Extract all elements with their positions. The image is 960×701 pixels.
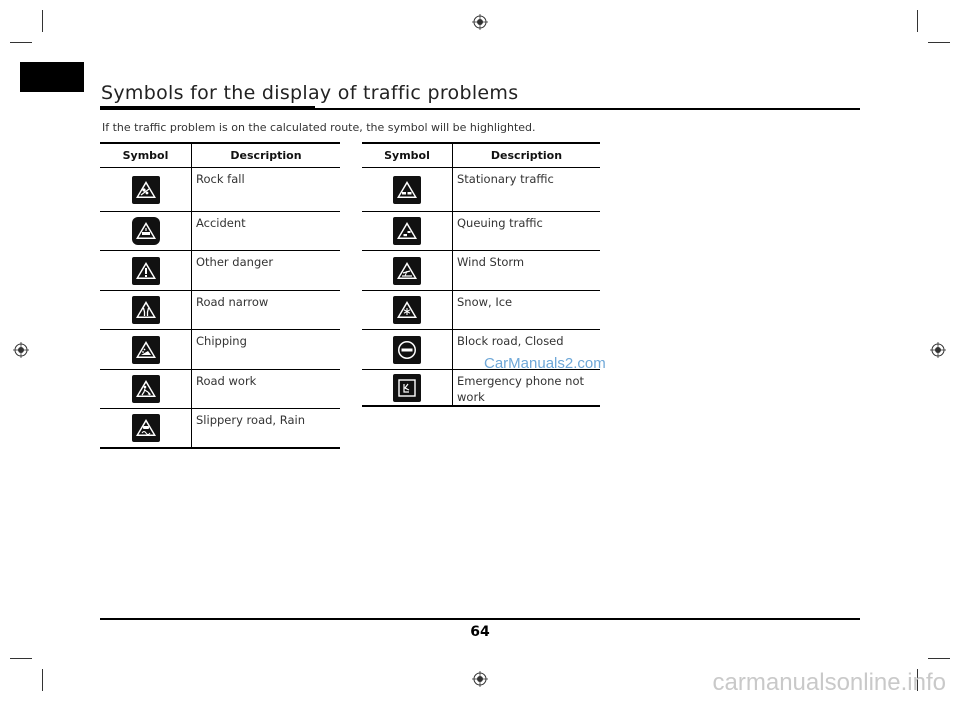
crop-mark xyxy=(928,42,950,43)
symbol-cell xyxy=(362,330,453,370)
table-row xyxy=(362,370,600,407)
description-cell: Road narrow xyxy=(192,291,341,330)
table-row xyxy=(100,212,340,251)
crop-mark xyxy=(42,669,43,691)
symbol-cell xyxy=(362,168,453,212)
table-row xyxy=(100,291,340,330)
symbol-cell xyxy=(100,168,192,212)
description-header: Description xyxy=(192,143,341,168)
table-row xyxy=(100,409,340,448)
symbol-cell xyxy=(362,251,453,291)
rock-fall-icon xyxy=(132,176,160,204)
page-number: 64 xyxy=(470,624,490,640)
table-row xyxy=(362,251,600,291)
symbol-cell xyxy=(100,251,192,291)
symbol-cell xyxy=(100,291,192,330)
symbol-header: Symbol xyxy=(100,143,192,168)
road-narrow-icon xyxy=(132,296,160,324)
slippery-road-icon xyxy=(132,414,160,442)
stationary-traffic-icon xyxy=(393,176,421,204)
symbol-header: Symbol xyxy=(362,143,453,168)
table-row xyxy=(100,330,340,370)
watermark-carmanuals2: CarManuals2.com xyxy=(484,355,606,372)
crop-mark xyxy=(10,658,32,659)
registration-mark-icon xyxy=(472,14,488,30)
crop-mark xyxy=(928,658,950,659)
symbol-cell xyxy=(100,409,192,448)
road-work-icon xyxy=(132,375,160,403)
table-row xyxy=(362,291,600,330)
crop-mark xyxy=(917,10,918,32)
table-row xyxy=(362,168,600,212)
title-rule xyxy=(100,108,860,110)
table-row xyxy=(100,370,340,409)
description-cell: Block road, Closed xyxy=(453,330,601,370)
footer-rule xyxy=(100,618,860,620)
symbol-cell xyxy=(100,370,192,409)
other-danger-icon xyxy=(132,257,160,285)
description-cell: Other danger xyxy=(192,251,341,291)
description-cell: Rock fall xyxy=(192,168,341,212)
accident-icon xyxy=(132,217,160,245)
description-cell: Wind Storm xyxy=(453,251,601,291)
description-cell: Slippery road, Rain xyxy=(192,409,341,448)
description-cell: Road work xyxy=(192,370,341,409)
emergency-phone-icon xyxy=(393,374,421,402)
table-row xyxy=(100,251,340,291)
symbol-cell xyxy=(100,212,192,251)
description-cell: Snow, Ice xyxy=(453,291,601,330)
watermark-carmanualsonline: carmanualsonline.info xyxy=(712,669,946,696)
intro-text: If the traffic problem is on the calculated route, the symbol will be highlighted. xyxy=(102,121,536,134)
table-row xyxy=(362,212,600,251)
table-row xyxy=(100,168,340,212)
registration-mark-icon xyxy=(13,342,29,358)
symbol-cell xyxy=(362,291,453,330)
crop-mark xyxy=(42,10,43,32)
symbol-cell xyxy=(100,330,192,370)
crop-mark xyxy=(10,42,32,43)
description-header: Description xyxy=(453,143,601,168)
page-title: Symbols for the display of traffic problems xyxy=(101,82,519,104)
symbol-cell xyxy=(362,212,453,251)
registration-mark-icon xyxy=(472,671,488,687)
wind-storm-icon xyxy=(393,257,421,285)
registration-mark-icon xyxy=(930,342,946,358)
description-cell: Emergency phone not work xyxy=(453,370,601,407)
queuing-traffic-icon xyxy=(393,217,421,245)
symbol-cell xyxy=(362,370,453,407)
description-cell: Queuing traffic xyxy=(453,212,601,251)
description-cell: Accident xyxy=(192,212,341,251)
snow-ice-icon xyxy=(393,296,421,324)
section-tab xyxy=(20,62,84,92)
chipping-icon xyxy=(132,336,160,364)
description-cell: Chipping xyxy=(192,330,341,370)
symbols-table-left xyxy=(100,142,340,449)
block-road-icon xyxy=(393,336,421,364)
description-cell: Stationary traffic xyxy=(453,168,601,212)
